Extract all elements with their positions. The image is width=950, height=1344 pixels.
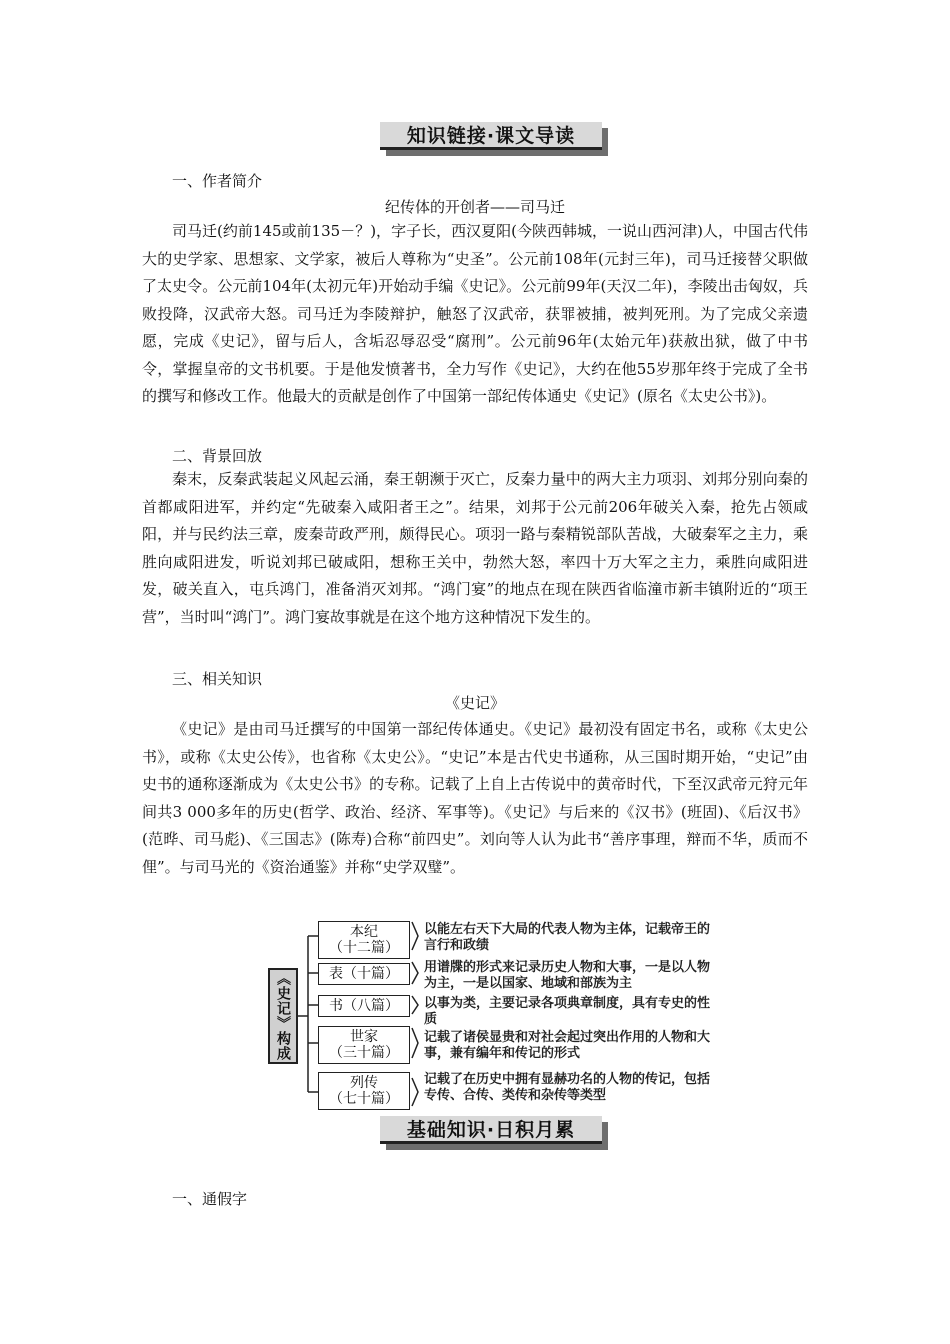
paragraph-author: 司马迁(约前145或前135－？)，字子长，西汉夏阳(今陕西韩城，一说山西河津)人，中国古代伟大的史学家、思想家、文学家，被后人尊称为“史圣”。公元前108年(元封三年)，司马迁接替父职做了太史令。公元前104年(太初元年)开始动手编《史记》。公元前99年(天汉二年)，李陵出击匈奴，兵败投降，汉武帝大怒。司马迁为李陵辩护，触怒了汉武帝，获罪被捕，被判死刑。为了完成父亲遗愿，完成《史记》，留与后人，含垢忍辱忍受“腐刑”。公元前96年(太始元年)获赦出狱，做了中书令，掌握皇帝的文书机要。于是他发愤著书，全力写作《史记》，大约在他55岁那年终于完成了全书的撰写和修改工作。他最大的贡献是创作了中国第一部纪传体通史《史记》(原名《太史公书》)。: [142, 222, 808, 405]
node-liezhuan: [318, 1072, 410, 1110]
node-benji-count: （十二篇）: [329, 940, 399, 956]
node-benji-title: 本纪: [350, 924, 378, 940]
node-liezhuan-title: 列传: [350, 1075, 378, 1091]
desc-shu: 以事为类，主要记录各项典章制度，具有专史的性质: [424, 996, 711, 1027]
section-banner-basics: [380, 1116, 608, 1150]
node-benji: [318, 921, 410, 959]
node-shu: [318, 995, 410, 1017]
desc-liezhuan: 记载了在历史中拥有显赫功名的人物的传记，包括专传、合传、类传和杂传等类型: [424, 1072, 711, 1103]
node-shijia-title: 世家: [350, 1029, 378, 1045]
section-banner-reading: [380, 122, 608, 156]
node-shu-title: 书（八篇）: [329, 998, 399, 1014]
desc-benji: 以能左右天下大局的代表人物为主体，记载帝王的言行和政绩: [424, 922, 711, 953]
banner-title: 知识链接·课文导读: [380, 122, 602, 150]
node-liezhuan-count: （七十篇）: [329, 1091, 399, 1107]
heading-background: 二、背景回放: [172, 447, 263, 465]
subtitle-shiji: 《史记》: [444, 694, 505, 712]
heading-author: 一、作者简介: [172, 172, 263, 190]
desc-shijia: 记载了诸侯显贵和对社会起过突出作用的人物和大事，兼有编年和传记的形式: [424, 1030, 711, 1061]
shiji-structure-diagram: [268, 916, 718, 1108]
node-biao-title: 表（十篇）: [329, 966, 399, 982]
banner-title: 基础知识·日积月累: [380, 1116, 602, 1144]
node-biao: [318, 963, 410, 985]
heading-tongjiazi: 一、通假字: [172, 1190, 248, 1208]
node-shijia: [318, 1026, 410, 1064]
diagram-root: 《史记》构成: [268, 968, 298, 1064]
node-shijia-count: （三十篇）: [329, 1045, 399, 1061]
desc-biao: 用谱牒的形式来记录历史人物和大事，一是以人物为主，一是以国家、地域和部族为主: [424, 960, 711, 991]
subtitle-author: 纪传体的开创者——司马迁: [384, 198, 565, 216]
heading-knowledge: 三、相关知识: [172, 670, 263, 688]
paragraph-background: 秦末，反秦武装起义风起云涌，秦王朝濒于灭亡，反秦力量中的两大主力项羽、刘邦分别向秦的首都咸阳进军，并约定“先破秦入咸阳者王之”。结果，刘邦于公元前206年破关入秦，抢先占领咸阳，并与民约法三章，废秦苛政严刑，颇得民心。项羽一路与秦精锐部队苦战，大破秦军之主力，乘胜向咸阳进发，听说刘邦已破咸阳，想称王关中，勃然大怒，率四十万大军之主力，乘胜向咸阳进发，破关直入，屯兵鸿门，准备消灭刘邦。“鸿门宴”的地点在现在陕西省临潼市新丰镇附近的“项王营”，当时叫“鸿门”。鸿门宴故事就是在这个地方这种情况下发生的。: [142, 470, 808, 626]
paragraph-shiji: 《史记》是由司马迁撰写的中国第一部纪传体通史。《史记》最初没有固定书名，或称《太史公书》，或称《太史公传》，也省称《太史公》。“史记”本是古代史书通称，从三国时期开始，“史记”由史书的通称逐渐成为《太史公书》的专称。记载了上自上古传说中的黄帝时代，下至汉武帝元狩元年间共3 000多年的历史(哲学、政治、经济、军事等)。《史记》与后来的《汉书》(班固)、《后汉书》(范晔、司马彪)、《三国志》(陈寿)合称“前四史”。刘向等人认为此书“善序事理，辩而不华，质而不俚”。与司马光的《资治通鉴》并称“史学双璧”。: [142, 720, 808, 876]
